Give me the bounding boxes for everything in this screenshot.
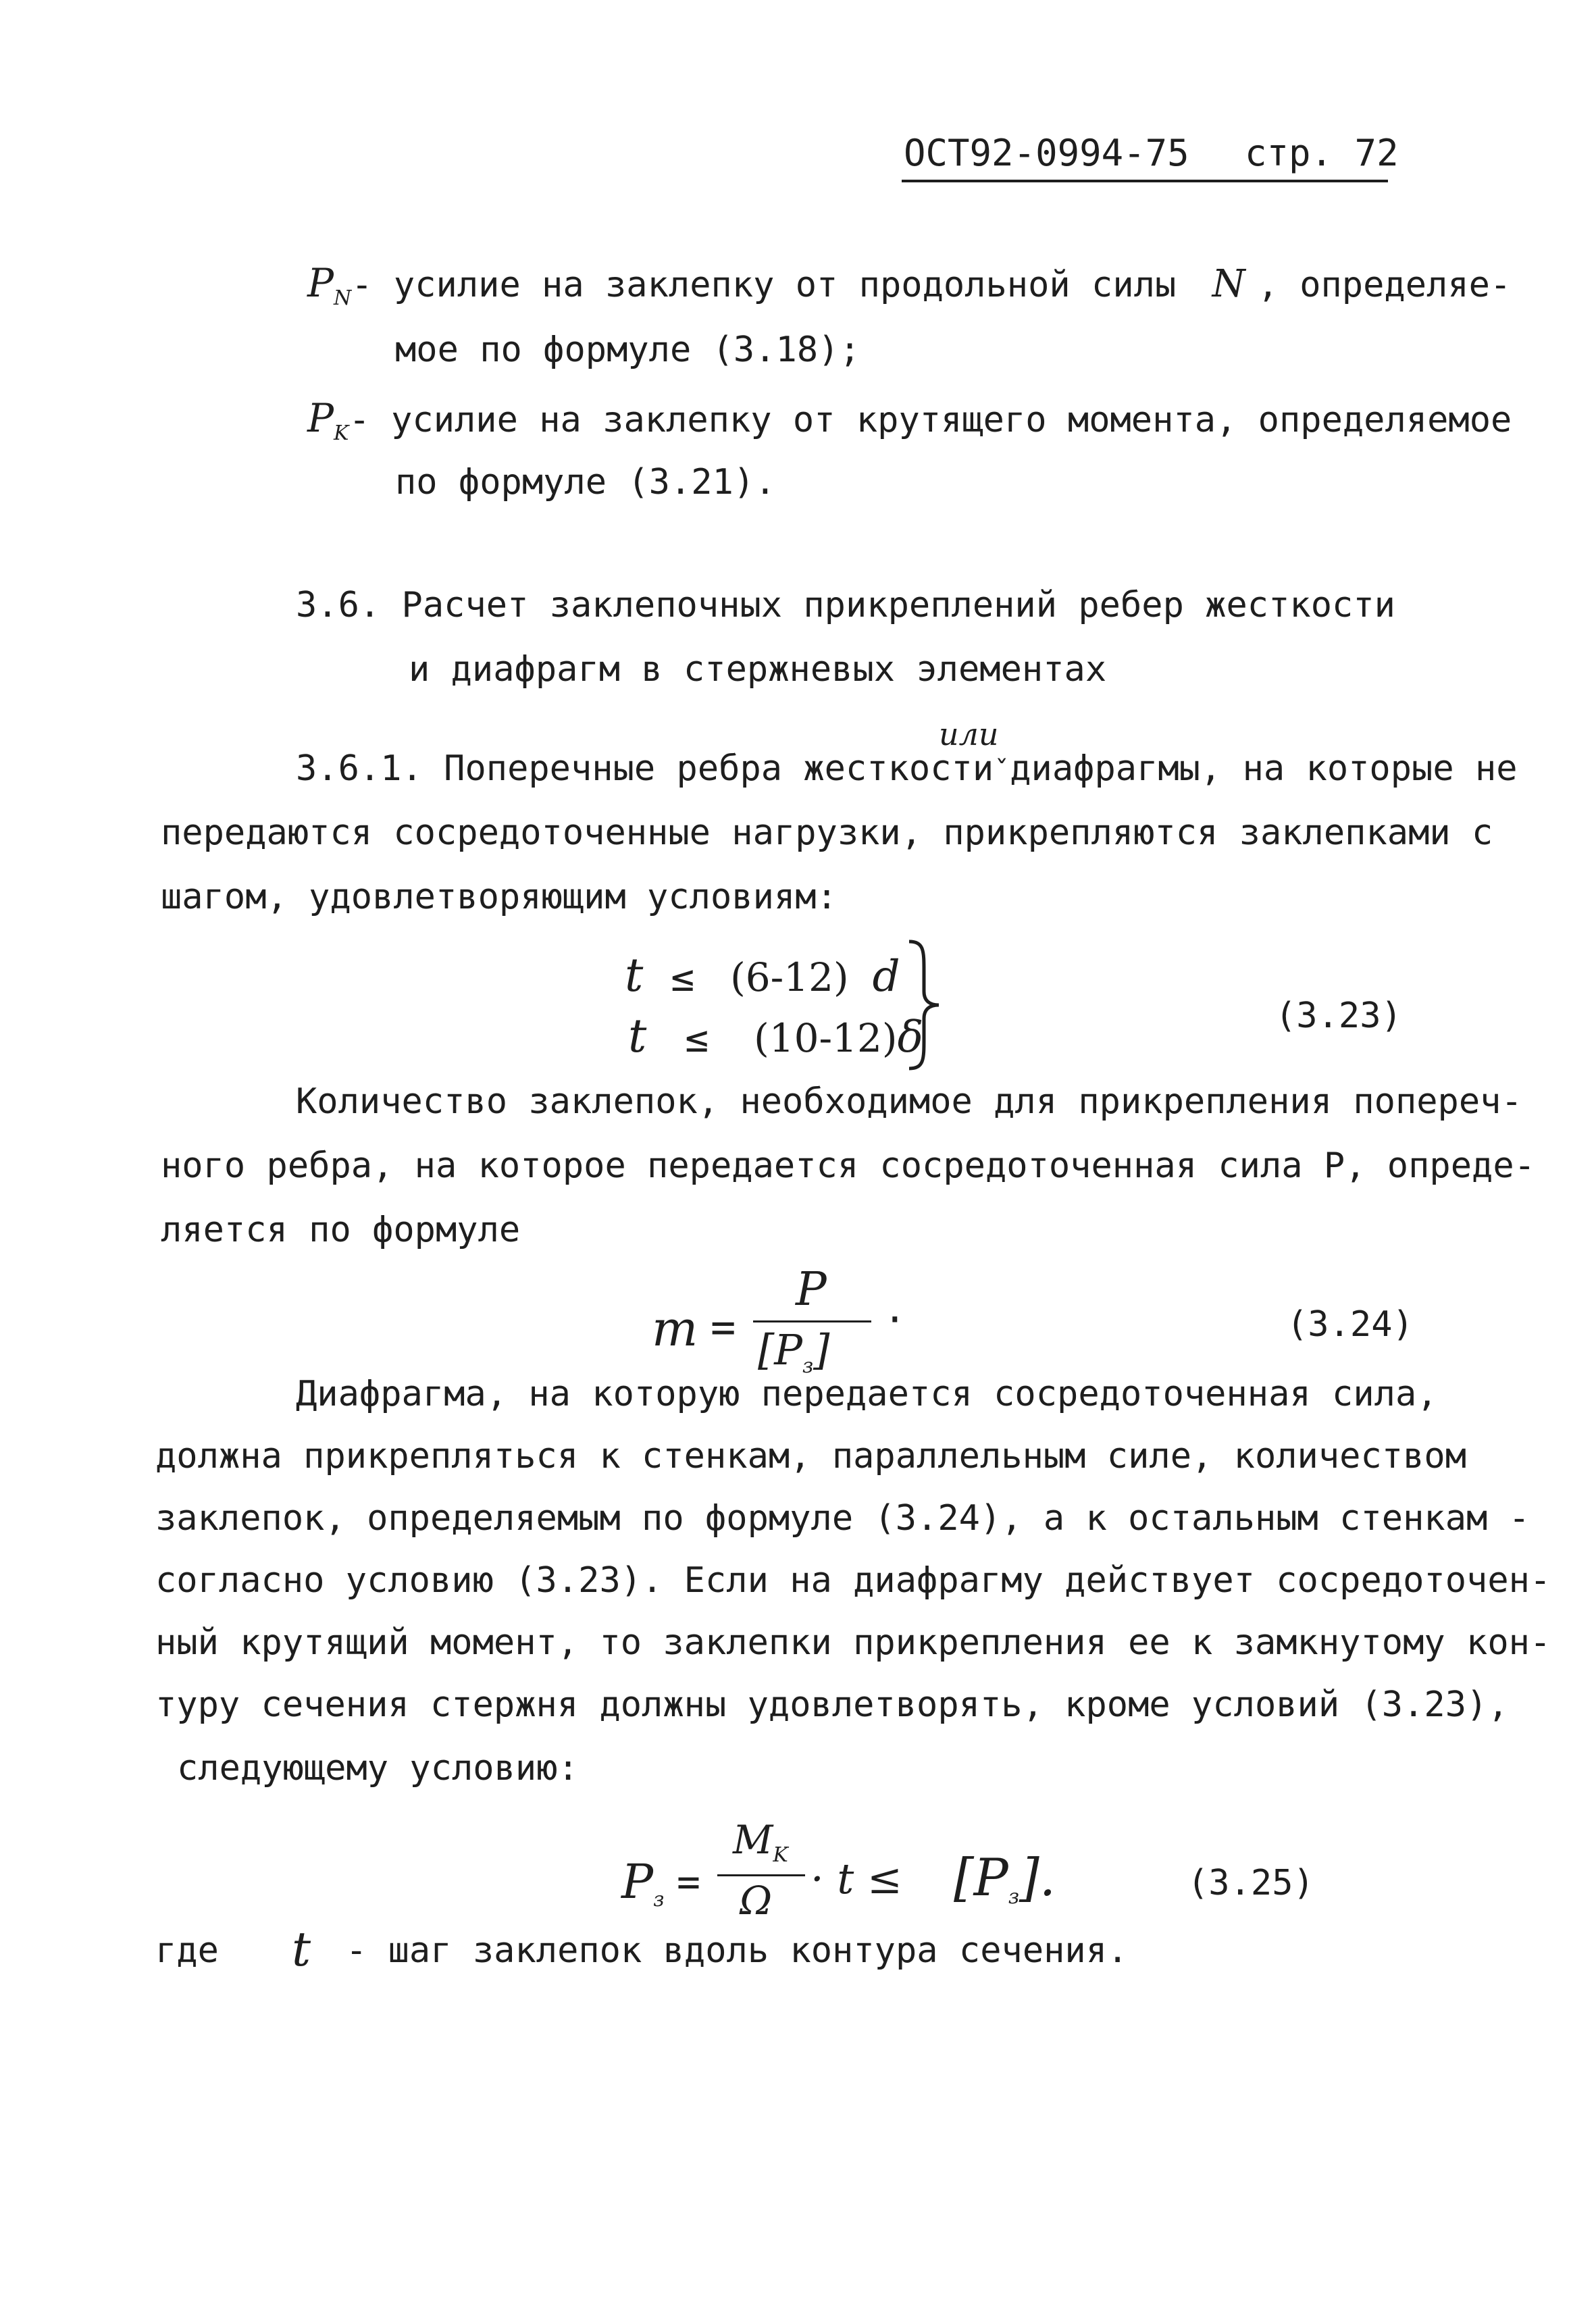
eq325-lhs [621,1854,664,1911]
para2-line3: ляется по формуле [161,1210,521,1250]
pn-text-line1-end: , определяе- [1257,265,1512,305]
eq325-num-sub: K [773,1843,788,1867]
equation-3-25-number: (3.25) [1187,1863,1314,1903]
handwritten-insert: или [939,716,999,752]
pn-text-line2: мое по формуле (3.18); [395,330,860,370]
pn-subscript: N [334,286,352,310]
eq324-den-p: [P [758,1325,802,1374]
document-number: ОСТ92-0994-75 [904,132,1189,174]
pk-dash: - [349,400,370,440]
eq325-middle: · t ≤ [810,1854,902,1903]
eq325-rhs-close: ]. [1019,1847,1056,1907]
section-title-line1: 3.6. Расчет заклепочных прикреплений ребер жесткости [296,585,1395,625]
eq325-num-m: M [733,1817,773,1863]
eq324-denominator [758,1325,829,1378]
where-symbol: t [292,1922,311,1977]
definition-pk [307,395,1512,445]
eq324-fraction-bar [753,1320,871,1322]
eq325-fraction-bar [717,1874,805,1876]
para3-line7: следующему условию: [177,1748,579,1789]
definition-pn [307,260,1512,310]
eq323-rel1: ≤ [671,954,695,1000]
eq324-numerator: P [796,1263,827,1316]
para1-line2: передаются сосредоточенные нагрузки, прикрепляются заклепками с [161,813,1493,853]
eq325-rhs-sub: з [1008,1885,1020,1909]
eq325-equals: = [677,1859,700,1905]
eq323-delta: δ [897,1012,924,1062]
para3-line4: согласно условию (3.23). Если на диафрагму действует сосредоточен- [155,1560,1551,1601]
where-text: - шаг заклепок вдоль контура сечения. [346,1930,1129,1971]
equation-3-24-number: (3.24) [1287,1304,1414,1345]
pk-subscript: K [334,421,349,445]
para3-line6: туру сечения стержня должны удовлетворять, кроме условий (3.23), [155,1685,1509,1725]
para3-line1: Диафрагма, на которую передается сосредоточенная сила, [296,1374,1438,1414]
pn-dash: - [351,265,373,305]
eq324-dot: · [883,1298,906,1342]
pk-text-line2: по формуле (3.21). [395,462,776,503]
eq323-range2: (10-12) [754,1015,898,1061]
pn-text-line1: усилие на заклепку от продольной силы [393,265,1177,305]
eq323-t2: t [628,1010,647,1063]
eq323-range1: (6-12) [730,954,849,1000]
eq325-lhs-p: P [621,1854,654,1909]
eq324-equals: = [711,1302,736,1352]
para3-line3: заклепок, определяемым по формуле (3.24), а к остальным стенкам - [155,1498,1530,1539]
para3-line5: ный крутящий момент, то заклепки прикрепления ее к замкнутому кон- [155,1622,1551,1663]
para1-line1 [296,748,1518,789]
para1-line3: шагом, удовлетворяющим условиям: [161,877,838,917]
para3-line2: должна прикрепляться к стенкам, параллельным силе, количеством [155,1436,1467,1476]
pn-symbol: P [307,260,334,306]
pn-force-symbol: N [1212,262,1245,306]
para1-line1-b: диафрагмы, на которые не [1010,748,1518,789]
section-title-line2: и диафрагм в стержневых элементах [409,649,1107,690]
eq324-lhs: m [652,1300,698,1357]
page-number: стр. 72 [1245,132,1399,174]
right-brace [904,937,944,1073]
pk-symbol: P [307,395,334,441]
eq325-rhs-p: [P [954,1847,1008,1907]
header-underline [902,180,1388,182]
eq323-d: d [872,952,900,1002]
equation-3-23-number: (3.23) [1275,996,1402,1036]
insert-caret: ˇ [994,756,1010,787]
where-word: где [155,1930,219,1971]
para1-line1-a: 3.6.1. Поперечные ребра жесткости [296,748,994,789]
pk-text-line1: усилие на заклепку от крутящего момента, определяемое [391,400,1512,440]
eq325-lhs-sub: з [653,1888,665,1911]
eq324-den-close: ] [813,1325,830,1374]
eq325-numerator [733,1817,788,1867]
eq323-rel2: ≤ [685,1015,709,1061]
eq324-den-sub: з [802,1354,814,1378]
para2-line1: Количество заклепок, необходимое для прикрепления попереч- [296,1081,1522,1122]
eq325-denominator: Ω [740,1878,773,1924]
para2-line2: ного ребра, на которое передается сосредоточенная сила Р, опреде- [161,1146,1535,1186]
equation-3-23-line2 [628,1010,923,1063]
eq325-rhs [954,1847,1056,1909]
eq323-t1: t [625,949,644,1002]
equation-3-23-line1 [625,949,900,1002]
